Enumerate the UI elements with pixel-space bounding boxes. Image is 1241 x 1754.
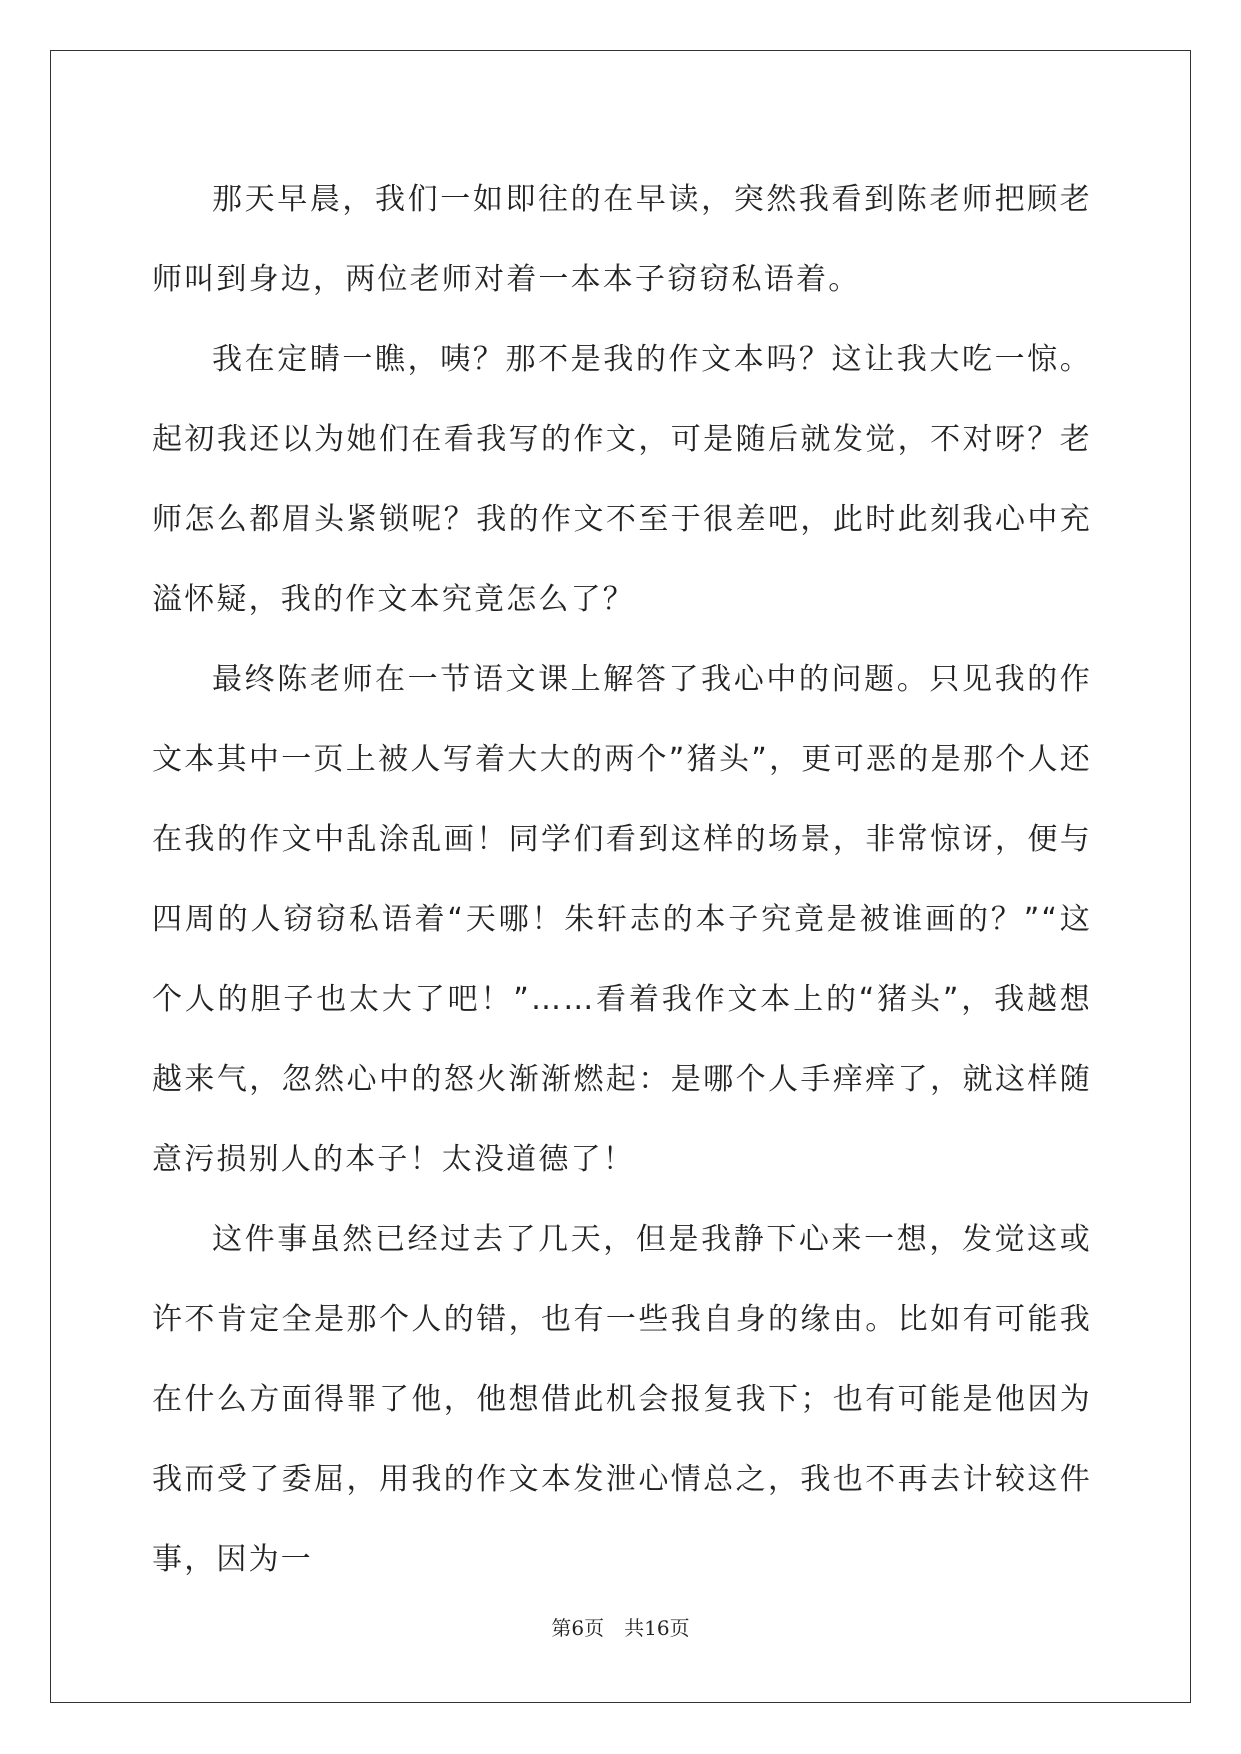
paragraph-1: 那天早晨，我们一如即往的在早读，突然我看到陈老师把顾老师叫到身边，两位老师对着一本本子窃窃私语着。 <box>152 182 1092 297</box>
paragraph-3: 最终陈老师在一节语文课上解答了我心中的问题。只见我的作文本其中一页上被人写着大大的两个”猪头”，更可恶的是那个人还在我的作文中乱涂乱画！同学们看到这样的场景，非常惊讶，便与四周的人窃窃私语着“天哪！朱轩志的本子究竟是被谁画的？”“这个人的胆子也太大了吧！”……看着我作文本上的“猪头”，我越想越来气，忽然心中的怒火渐渐燃起：是哪个人手痒痒了，就这样随意污损别人的本子！太没道德了！ <box>152 662 1093 1177</box>
paragraph-2: 我在定睛一瞧，咦？那不是我的作文本吗？这让我大吃一惊。起初我还以为她们在看我写的作文，可是随后就发觉，不对呀？老师怎么都眉头紧锁呢？我的作文不至于很差吧，此时此刻我心中充溢怀疑，我的作文本究竟怎么了？ <box>152 342 1092 617</box>
document-body <box>152 160 1092 1600</box>
page-number-footer: 第6页 共16页 <box>551 1616 690 1640</box>
paragraph-4: 这件事虽然已经过去了几天，但是我静下心来一想，发觉这或许不肯定全是那个人的错，也有一些我自身的缘由。比如有可能我在什么方面得罪了他，他想借此机会报复我下；也有可能是他因为我而受了委屈，用我的作文本发泄心情总之，我也不再去计较这件事，因为一 <box>152 1222 1092 1577</box>
